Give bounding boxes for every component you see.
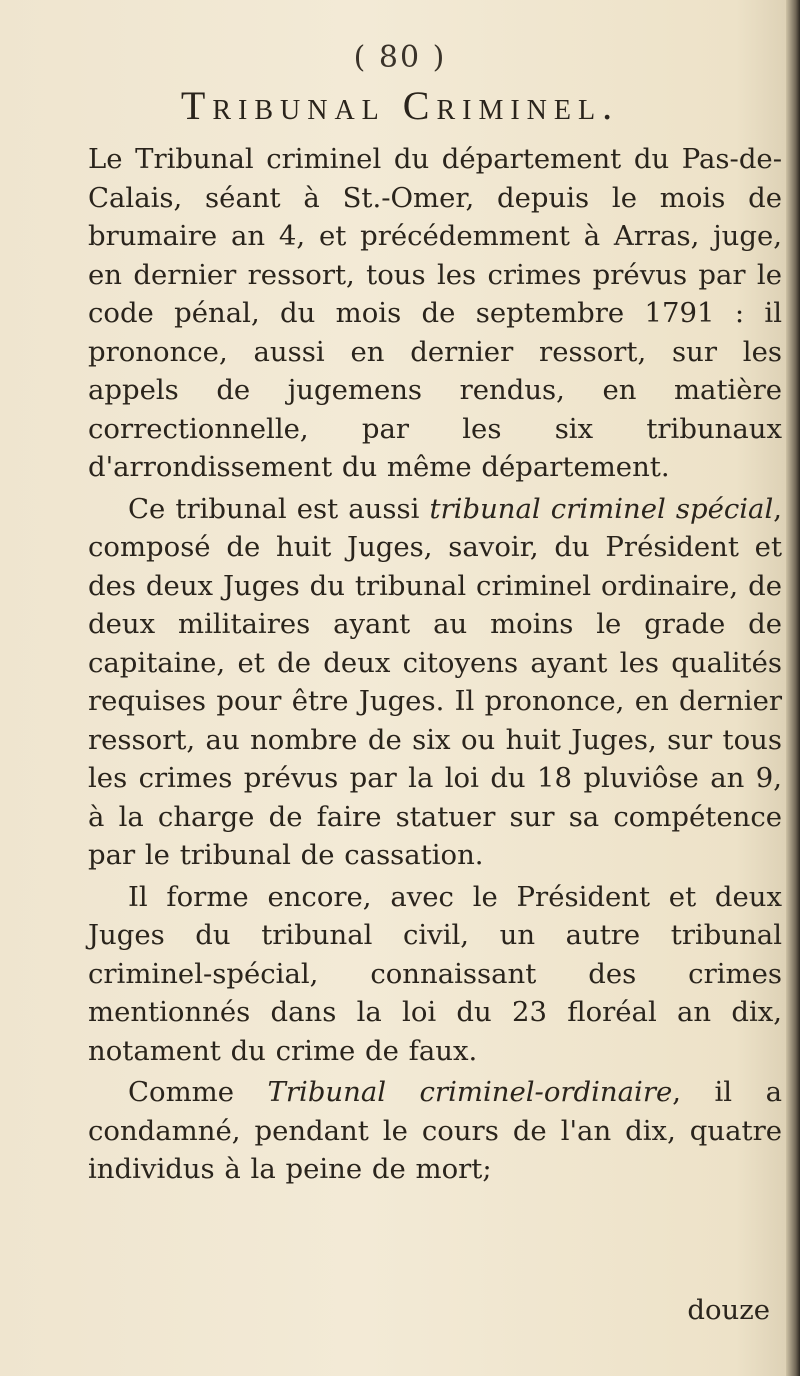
page-binding-edge bbox=[786, 0, 800, 1376]
emphasis: tribunal criminel spécial bbox=[429, 492, 774, 525]
emphasis: Tribunal criminel-ordinaire bbox=[267, 1076, 673, 1108]
section-heading: Tribunal Criminel. bbox=[180, 83, 620, 128]
catchword: douze bbox=[687, 1294, 770, 1326]
paragraph: Il forme encore, avec le Président et deux Juges du tribunal civil, un autre tribunal criminel-spécial, connaissant des crimes mentionnés dans la loi du 23 floréal an dix, notament du crime de faux. bbox=[88, 880, 782, 1067]
body-text bbox=[88, 140, 782, 1192]
paragraph: Le Tribunal criminel du département du Pas-de-Calais, séant à St.-Omer, depuis le mois de brumaire an 4, et précédemment à Arras, juge, en dernier ressort, tous les crimes prévus par le code pénal, du mois de septembre 1791 : il prononce, aussi en dernier ressort, sur les appels de jugemens rendus, en matière correctionnelle, par les six tribunaux d'arrondissement du même département. bbox=[88, 143, 782, 483]
page-number: ( 80 ) bbox=[353, 40, 447, 75]
paragraph: Ce tribunal est aussi tribunal criminel spécial, composé de huit Juges, savoir, du Président et des deux Juges du tribunal criminel ordinaire, de deux militaires ayant au moins le grade de capitaine, et de deux citoyens ayant les qualités requises pour être Juges. Il prononce, en dernier ressort, au nombre de six ou huit Juges, sur tous les crimes prévus par la loi du 18 pluviôse an 9, à la charge de faire statuer sur sa compétence par le tribunal de cassation. bbox=[88, 492, 782, 871]
paragraph: Comme Tribunal criminel-ordinaire, il a condamné, pendant le cours de l'an dix, quatre individus à la peine de mort; bbox=[88, 1076, 782, 1185]
